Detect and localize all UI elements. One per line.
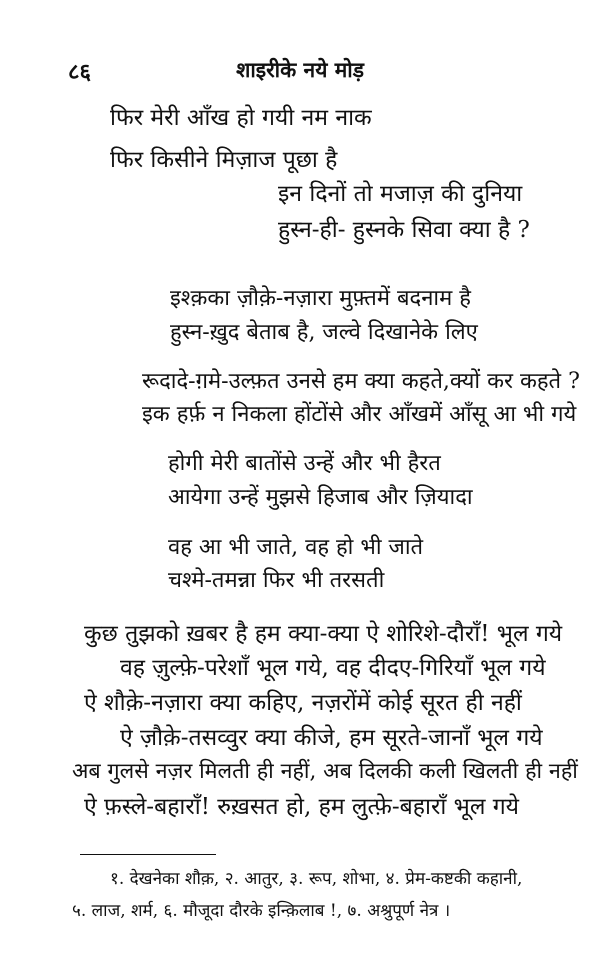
page-number: ८६: [68, 59, 91, 85]
verse-line: इश्क़का ज़ौक़े-नज़ारा मुफ़्तमें बदनाम है: [170, 286, 471, 311]
footnote-line: १. देखनेका शौक़, २. आतुर, ३. रूप, शोभा, ४. प्रेम-कष्टकी कहानी,: [110, 869, 523, 889]
verse-line: फिर मेरी आँख हो गयी नम नाक: [110, 105, 372, 131]
verse-line: वह ज़ुल्फ़े-परेशाँ भूल गये, वह दीदए-गिरियाँ भूल गये: [120, 655, 546, 681]
verse-line: आयेगा उन्हें मुझसे हिजाब और ज़ियादा: [168, 485, 473, 510]
verse-line: हुस्न-ख़ुद बेताब है, जल्वे दिखानेके लिए: [170, 320, 478, 345]
verse-line: ऐ फ़स्ले-बहाराँ! रुख़सत हो, हम लुत्फ़े-बहाराँ भूल गये: [84, 794, 520, 820]
verse-line: कुछ तुझको ख़बर है हम क्या-क्या ऐ शोरिशे-दौराँ! भूल गये: [84, 621, 563, 647]
verse-line: इक हर्फ़ न निकला होंटोंसे और आँखमें आँसू आ भी गये: [142, 402, 577, 427]
running-title: शाइरीके नये मोड़: [236, 57, 364, 82]
footnote-divider: [80, 854, 216, 855]
verse-line: चश्मे-तमन्ना फिर भी तरसती: [168, 568, 385, 593]
verse-line: फिर किसीने मिज़ाज पूछा है: [110, 147, 338, 173]
verse-line: होगी मेरी बातोंसे उन्हें और भी हैरत: [168, 451, 441, 476]
verse-line: वह आ भी जाते, वह हो भी जाते: [168, 535, 424, 560]
verse-line: इन दिनों तो मजाज़ की दुनिया: [278, 181, 523, 207]
verse-line: ऐ ज़ौक़े-तसव्वुर क्या कीजे, हम सूरते-जानाँ भूल गये: [120, 725, 543, 751]
verse-line: अब गुलसे नज़र मिलती ही नहीं, अब दिलकी कली खिलती ही नहीं: [72, 759, 578, 784]
verse-line: हुस्न-ही- हुस्नके सिवा क्या है ?: [278, 217, 530, 243]
verse-line: रूदादे-ग़मे-उल्फ़त उनसे हम क्या कहते,क्यों कर कहते ?: [142, 369, 580, 394]
verse-line: ऐ शौक़े-नज़ारा क्या कहिए, नज़रोंमें कोई सूरत ही नहीं: [84, 690, 522, 716]
footnote-line: ५. लाज, शर्म, ६. मौजूदा दौरके इन्क़िलाब !, ७. अश्रुपूर्ण नेत्र ।: [72, 901, 451, 921]
